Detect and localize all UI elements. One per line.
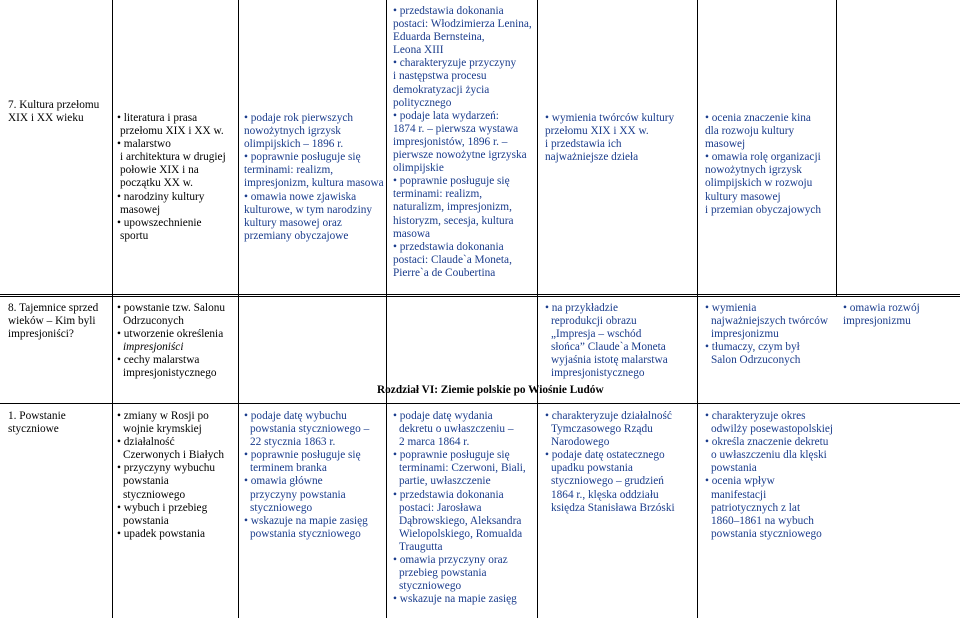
level3-line: słońca” Claude`a Moneta bbox=[551, 341, 666, 354]
content-line: przełomu XIX i XX w. bbox=[120, 125, 224, 138]
level1-line: kulturowe, w tym narodziny bbox=[244, 203, 373, 216]
level1-line: terminem branka bbox=[250, 462, 327, 475]
level2-line: 2 marca 1864 r. bbox=[399, 436, 470, 449]
level2-line: historyzm, secesja, kultura bbox=[393, 214, 514, 227]
level4-line: nowożytnych igrzysk bbox=[705, 164, 802, 177]
level4-line: • ocenia znaczenie kina bbox=[705, 112, 821, 125]
level4-line: powstania bbox=[711, 462, 757, 475]
level4-line: 1860–1861 na wybuch bbox=[711, 514, 814, 527]
level1-line: impresjonizm, kultura masowa bbox=[244, 177, 384, 190]
level4-line: dla rozwoju kultury bbox=[705, 125, 795, 138]
level2-line: przebieg powstania bbox=[399, 567, 487, 580]
topic-line: wieków – Kim byli bbox=[8, 315, 96, 328]
topic-line: impresjoniści? bbox=[8, 328, 74, 341]
level2-cell bbox=[393, 410, 526, 606]
level2-line: masowa bbox=[393, 227, 431, 240]
section-heading: Rozdział VI: Ziemie polskie po Wiośnie Ludów bbox=[377, 384, 604, 396]
topic-line: styczniowe bbox=[8, 423, 59, 436]
level3-line: przełomu XIX i XX w. bbox=[545, 125, 649, 138]
level1-line: • podaje rok pierwszych bbox=[244, 112, 384, 125]
level2-line: Pierre`a de Coubertina bbox=[393, 266, 496, 279]
topic-cell bbox=[8, 410, 66, 436]
content-line: styczniowego bbox=[123, 488, 186, 501]
content-line: • zmiany w Rosji po bbox=[117, 410, 224, 423]
level2-line: • przedstawia dokonania bbox=[393, 489, 526, 502]
content-line: • powstanie tzw. Salonu bbox=[117, 302, 225, 315]
content-line: i architektura w drugiej bbox=[120, 151, 226, 164]
level5-line: • omawia rozwój bbox=[843, 302, 920, 315]
content-line: sportu bbox=[120, 229, 149, 242]
column-divider bbox=[386, 0, 387, 618]
level4-cell bbox=[705, 410, 833, 541]
level2-cell bbox=[393, 5, 532, 280]
content-line: impresjoniści bbox=[123, 341, 184, 354]
level1-line: • podaje datę wybuchu bbox=[244, 410, 369, 423]
level4-line: najważniejszych twórców bbox=[711, 315, 829, 328]
level3-line: i przedstawia ich bbox=[545, 138, 622, 151]
level3-line: • na przykładzie bbox=[545, 302, 668, 315]
level2-line: Dąbrowskiego, Aleksandra bbox=[399, 514, 522, 527]
level2-line: postaci: Claude`a Moneta, bbox=[393, 253, 512, 266]
content-cell bbox=[117, 410, 224, 541]
topic-cell bbox=[8, 99, 99, 125]
level3-line: impresjonistycznego bbox=[551, 367, 645, 380]
content-line: Odrzuconych bbox=[123, 315, 184, 328]
topic-line: 8. Tajemnice sprzed bbox=[8, 302, 99, 314]
content-line: impresjonistycznego bbox=[123, 367, 217, 380]
content-line: masowej bbox=[120, 203, 161, 216]
level2-line: • wskazuje na mapie zasięg bbox=[393, 593, 526, 606]
level4-line: i przemian obyczajowych bbox=[705, 203, 822, 216]
content-line: • utworzenie określenia bbox=[117, 328, 225, 341]
level2-line: • poprawnie posługuje się bbox=[393, 175, 532, 188]
level4-line: powstania styczniowego bbox=[711, 527, 822, 540]
level3-line: reprodukcji obrazu bbox=[551, 315, 637, 328]
level2-line: demokratyzacji życia bbox=[393, 83, 490, 96]
level3-line: Tymczasowego Rządu bbox=[551, 423, 653, 436]
level1-line: • poprawnie posługuje się bbox=[244, 449, 369, 462]
level2-line: • przedstawia dokonania bbox=[393, 241, 532, 254]
level1-line: • omawia nowe zjawiska bbox=[244, 191, 384, 204]
level1-line: • wskazuje na mapie zasięg bbox=[244, 515, 369, 528]
level3-line: Narodowego bbox=[551, 436, 610, 449]
row-divider bbox=[0, 294, 960, 295]
level2-line: terminami: Czerwoni, Biali, bbox=[399, 462, 526, 475]
level1-line: nowożytnych igrzysk bbox=[244, 125, 341, 138]
level4-cell bbox=[705, 302, 828, 367]
level4-line: kultury masowej bbox=[705, 190, 781, 203]
topic-line: XIX i XX wieku bbox=[8, 112, 84, 125]
level2-line: • poprawnie posługuje się bbox=[393, 449, 526, 462]
topic-line: 7. Kultura przełomu bbox=[8, 99, 100, 111]
level2-line: • podaje datę wydania bbox=[393, 410, 526, 423]
level2-line: Leona XIII bbox=[393, 44, 444, 57]
level4-line: o uwłaszczeniu dla klęski bbox=[711, 449, 827, 462]
level3-line: • charakteryzuje działalność bbox=[545, 410, 675, 423]
level5-cell bbox=[843, 302, 920, 328]
level3-line: „Impresja – wschód bbox=[551, 328, 642, 341]
level4-line: masowej bbox=[705, 138, 746, 151]
content-line: początku XX w. bbox=[120, 177, 193, 190]
level3-line: 1864 r., klęska oddziału bbox=[551, 488, 659, 501]
content-line: • przyczyny wybuchu bbox=[117, 462, 224, 475]
level4-line: impresjonizmu bbox=[711, 328, 779, 341]
level1-line: • omawia główne bbox=[244, 475, 369, 488]
level4-line: manifestacji bbox=[711, 488, 767, 501]
column-divider bbox=[697, 0, 698, 618]
level4-line: • wymienia bbox=[705, 302, 828, 315]
content-cell bbox=[117, 302, 225, 381]
level2-line: • przedstawia dokonania bbox=[393, 5, 532, 18]
topic-cell bbox=[8, 302, 98, 341]
level2-line: • podaje lata wydarzeń: bbox=[393, 110, 532, 123]
level5-line: impresjonizmu bbox=[843, 315, 911, 328]
level4-line: • ocenia wpływ bbox=[705, 475, 833, 488]
content-line: Czerwonych i Białych bbox=[123, 449, 225, 462]
content-line: • narodziny kultury bbox=[117, 191, 226, 204]
level2-line: styczniowego bbox=[399, 580, 462, 593]
level4-line: • tłumaczy, czym był bbox=[705, 341, 828, 354]
level4-line: olimpijskich w rozwoju bbox=[705, 177, 813, 190]
level3-line: wyjaśnia istotę malarstwa bbox=[551, 354, 668, 367]
content-line: • działalność bbox=[117, 436, 224, 449]
content-line: • wybuch i przebieg bbox=[117, 502, 224, 515]
level2-line: olimpijskie bbox=[393, 162, 444, 175]
level3-cell bbox=[545, 302, 668, 381]
topic-line: 1. Powstanie bbox=[8, 410, 66, 422]
level2-line: postaci: Włodzimierza Lenina, bbox=[393, 18, 532, 31]
column-divider bbox=[836, 0, 837, 296]
level1-cell bbox=[244, 112, 384, 243]
level2-line: postaci: Jarosława bbox=[399, 501, 482, 514]
level2-line: i następstwa procesu bbox=[393, 70, 487, 83]
content-line: powstania bbox=[123, 514, 169, 527]
level2-line: 1874 r. – pierwsza wystawa bbox=[393, 122, 519, 135]
content-cell bbox=[117, 112, 226, 243]
level2-line: naturalizm, impresjonizm, bbox=[393, 201, 512, 214]
level1-line: przemiany obyczajowe bbox=[244, 229, 349, 242]
content-line: powstania bbox=[123, 475, 169, 488]
level1-line: styczniowego bbox=[250, 501, 313, 514]
level3-line: • wymienia twórców kultury bbox=[545, 112, 674, 125]
column-divider bbox=[537, 0, 538, 618]
level4-line: • omawia rolę organizacji bbox=[705, 151, 821, 164]
level2-line: pierwsze nowożytne igrzyska bbox=[393, 149, 527, 162]
row-divider bbox=[0, 296, 960, 297]
level3-line: styczniowego – grudzień bbox=[551, 475, 664, 488]
level3-cell bbox=[545, 112, 674, 164]
level1-line: 22 stycznia 1863 r. bbox=[250, 436, 336, 449]
level2-line: partie, uwłaszczenie bbox=[399, 475, 491, 488]
level2-line: • omawia przyczyny oraz bbox=[393, 554, 526, 567]
level3-line: księdza Stanisława Brzóski bbox=[551, 501, 675, 514]
level1-line: olimpijskich – 1896 r. bbox=[244, 138, 344, 151]
content-line: • upowszechnienie bbox=[117, 217, 226, 230]
content-line: wojnie krymskiej bbox=[123, 423, 202, 436]
content-line: • cechy malarstwa bbox=[117, 354, 225, 367]
level2-line: terminami: realizm, bbox=[393, 188, 483, 201]
level3-cell bbox=[545, 410, 675, 515]
level1-line: przyczyny powstania bbox=[250, 488, 346, 501]
row-divider bbox=[0, 403, 960, 404]
level4-line: • charakteryzuje okres bbox=[705, 410, 833, 423]
level2-line: politycznego bbox=[393, 96, 452, 109]
level4-line: odwilży posewastopolskiej bbox=[711, 423, 834, 436]
level2-line: Wielopolskiego, Romualda bbox=[399, 527, 523, 540]
level3-line: upadku powstania bbox=[551, 462, 633, 475]
column-divider bbox=[238, 0, 239, 618]
level1-line: powstania styczniowego – bbox=[250, 423, 370, 436]
column-divider bbox=[112, 0, 113, 618]
level2-line: • charakteryzuje przyczyny bbox=[393, 57, 532, 70]
content-line: • literatura i prasa bbox=[117, 112, 226, 125]
level4-cell bbox=[705, 112, 821, 217]
level1-line: powstania styczniowego bbox=[250, 527, 361, 540]
level3-line: najważniejsze dzieła bbox=[545, 151, 639, 164]
level2-line: Eduarda Bernsteina, bbox=[393, 31, 485, 44]
level1-line: kultury masowej oraz bbox=[244, 216, 342, 229]
level2-line: impresjonistów, 1896 r. – bbox=[393, 135, 508, 148]
level1-cell bbox=[244, 410, 369, 541]
content-line: połowie XIX i na bbox=[120, 164, 199, 177]
level1-line: • poprawnie posługuje się bbox=[244, 151, 384, 164]
level4-line: Salon Odrzuconych bbox=[711, 354, 801, 367]
level1-line: terminami: realizm, bbox=[244, 164, 334, 177]
content-line: • upadek powstania bbox=[117, 528, 224, 541]
level4-line: • określa znaczenie dekretu bbox=[705, 436, 833, 449]
level2-line: Traugutta bbox=[399, 540, 443, 553]
content-line: • malarstwo bbox=[117, 138, 226, 151]
level4-line: patriotycznych z lat bbox=[711, 501, 801, 514]
level2-line: dekretu o uwłaszczeniu – bbox=[399, 423, 514, 436]
level3-line: • podaje datę ostatecznego bbox=[545, 449, 675, 462]
